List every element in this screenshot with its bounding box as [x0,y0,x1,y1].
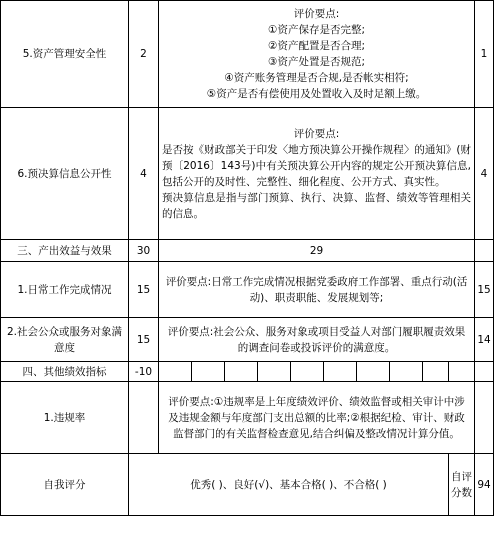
row-section-3 [1,240,494,262]
desc-body: 预决算信息是指与部门预算、执行、决算、监督、绩效等管理相关的信息。 [162,191,472,220]
empty-cell [390,362,423,382]
empty-cell [225,362,258,382]
empty-cell [475,240,494,262]
indicator-score: 15 [475,262,494,318]
indicator-name: 1.违规率 [1,382,129,454]
indicator-name: 5.资产管理安全性 [1,1,129,108]
self-eval-score: 94 [475,454,494,516]
empty-cell [258,362,291,382]
indicator-name: 1.日常工作完成情况 [1,262,129,318]
indicator-score: 4 [475,108,494,240]
indicator-weight: 15 [129,262,159,318]
row-violation-rate [1,382,494,454]
self-eval-label: 自评分数 [449,454,475,516]
indicator-description: 评价要点:①违规率是上年度绩效评价、绩效监督或相关审计中涉及违规金额与年度部门支出总额的比率;②根据纪检、审计、财政监督部门的有关监督检查意见,结合纠偏及整改情况计算分值。 [159,382,475,454]
empty-cell [449,362,475,382]
section-weight: 30 [129,240,159,262]
row-budget-disclosure [1,108,494,240]
empty-cell [423,362,449,382]
empty-cell [475,382,494,454]
indicator-description [159,108,475,240]
self-eval-title: 自我评分 [1,454,129,516]
section-weight: -10 [129,362,159,382]
section-title: 三、产出效益与效果 [1,240,129,262]
indicator-score: 14 [475,318,494,362]
desc-line: ②资产配置是否合理; [268,40,365,52]
desc-heading: 评价要点: [293,127,340,140]
indicator-description [159,1,475,108]
desc-heading: 评价要点: [293,8,340,20]
indicator-description: 评价要点:日常工作完成情况根据党委政府工作部署、重点行动(活动)、职责职能、发展规划等; [159,262,475,318]
empty-cell [475,362,494,382]
indicator-weight: 4 [129,108,159,240]
row-self-evaluation [1,454,494,516]
indicator-name: 6.预决算信息公开性 [1,108,129,240]
indicator-description: 评价要点:社会公众、服务对象或项目受益人对部门履职履责效果的调查问卷或投诉评价的满意度。 [159,318,475,362]
empty-cell [129,382,159,454]
desc-line: ①资产保存是否完整; [268,24,365,36]
row-asset-management [1,1,494,108]
empty-cell [192,362,225,382]
section-score: 29 [159,240,475,262]
row-public-satisfaction [1,318,494,362]
row-section-4 [1,362,494,382]
section-title: 四、其他绩效指标 [1,362,129,382]
empty-cell [291,362,324,382]
empty-cell [357,362,390,382]
desc-line: ④资产账务管理是否合规,是否帐实相符; [224,72,409,84]
indicator-weight: 2 [129,1,159,108]
indicator-weight: 15 [129,318,159,362]
empty-cell [324,362,357,382]
row-daily-work [1,262,494,318]
empty-cell [159,362,192,382]
self-eval-options: 优秀( )、良好(√)、基本合格( )、不合格( ) [129,454,449,516]
desc-line: ⑤资产是否有偿使用及处置收入及时足额上缴。 [206,88,427,100]
desc-body: 是否按《财政部关于印发〈地方预决算公开操作规程〉的通知》(财预〔2016〕143号)中有关预决算公开内容的规定公开预决算信息,包括公开的及时性、完整性、细化程度、公开方式、真实性。 [162,143,472,188]
indicator-score: 1 [475,1,494,108]
desc-line: ③资产处置是否规范; [268,56,365,68]
indicator-name: 2.社会公众或服务对象满意度 [1,318,129,362]
